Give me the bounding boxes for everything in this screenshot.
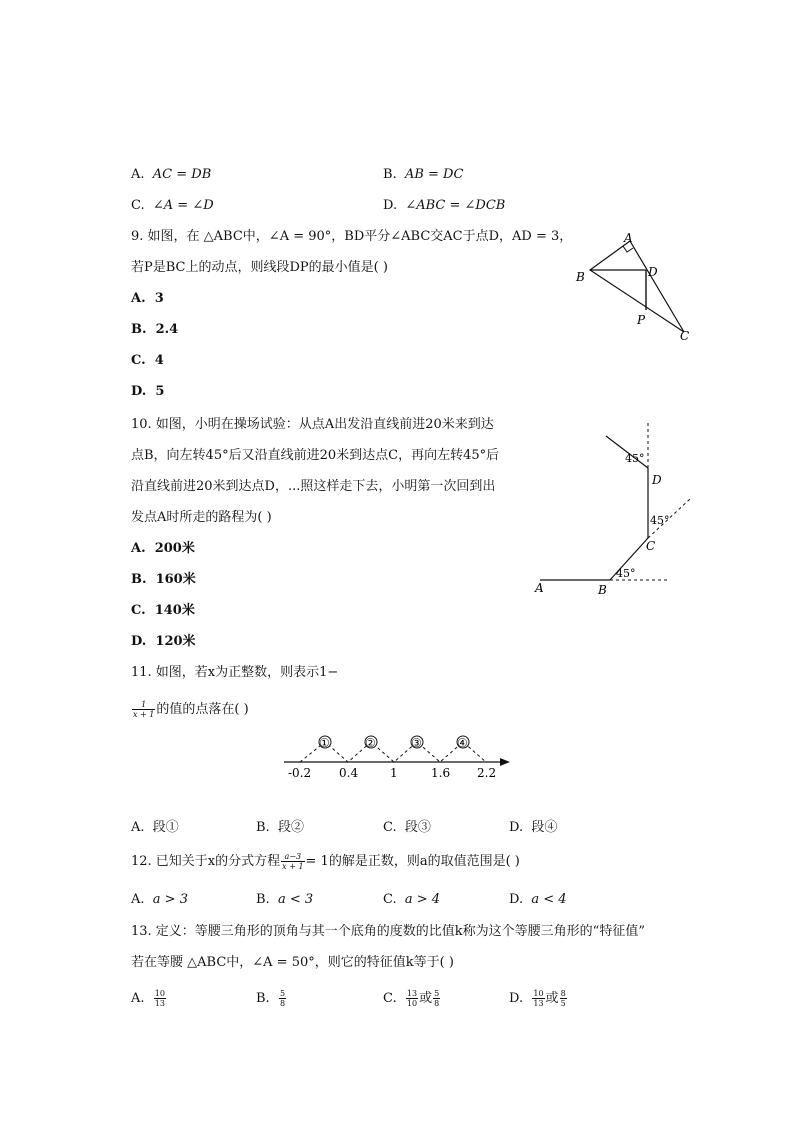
q10-stem-line3: 沿直线前进20米到达点D，...照这样走下去，小明第一次回到出 <box>131 479 496 494</box>
q9-stem-line2: 若P是BC上的动点，则线段DP的最小值是( ) <box>131 260 388 275</box>
q10-label-a: A <box>535 581 544 595</box>
q11-stem-line2: $\frac{1}{x + 1}$ 的值的点落在( ) <box>133 700 249 719</box>
q11-option-a: A. 段① <box>131 820 179 835</box>
q10-stem-line1: 10. 如图，小明在操场试验：从点A出发沿直线前进20米来到达 <box>131 417 494 432</box>
q12-fraction: $\frac{a-3}{x + 1}$ <box>282 852 304 871</box>
q10-option-b: B. 160米 <box>131 572 196 587</box>
q9-option-c: C. 4 <box>131 353 164 368</box>
q11-option-c: C. 段③ <box>383 820 431 835</box>
q10-angle-d: 45° <box>625 452 645 465</box>
q12-option-b: B. a < 3 <box>256 892 314 907</box>
q11-segment-1: ① <box>319 736 330 750</box>
q11-tick-5: 2.2 <box>477 766 497 780</box>
q10-label-c: C <box>646 539 656 553</box>
q9-stem-line1: 9. 如图，在 △ABC中，∠A = 90°，BD平分∠ABC交AC于点D，AD = 3， <box>131 229 573 244</box>
q11-tick-3: 1 <box>390 766 398 780</box>
q13-stem-line2: 若在等腰 △ABC中，∠A = 50°，则它的特征值k等于( ) <box>131 955 454 970</box>
q13-option-a: A. $\frac{10}{13}$ <box>131 989 165 1008</box>
q11-number-line <box>280 730 516 782</box>
q11-tick-2: 0.4 <box>339 766 359 780</box>
q10-stem-line2: 点B，向左转45°后又沿直线前进20米到达点C，再向左转45°后 <box>131 448 500 463</box>
q10-label-b: B <box>598 583 607 597</box>
q9-label-b: B <box>576 270 585 284</box>
q10-path-figure <box>530 416 700 601</box>
q11-segment-4: ④ <box>457 736 468 750</box>
q8-option-a: A. AC = DB <box>131 167 212 182</box>
q13-option-b: B. $\frac{5}{8}$ <box>256 989 286 1008</box>
q8-option-c: C. ∠A = ∠D <box>131 198 214 213</box>
q9-option-d: D. 5 <box>131 384 165 399</box>
q9-label-d: D <box>648 265 658 279</box>
q11-segment-3: ③ <box>411 736 422 750</box>
q10-label-d: D <box>652 473 662 487</box>
q11-fraction: $\frac{1}{x + 1}$ <box>133 700 155 719</box>
q9-label-c: C <box>680 329 690 343</box>
q10-angle-b: 45° <box>616 567 636 580</box>
q9-option-b: B. 2.4 <box>131 322 179 337</box>
q13-stem-line1: 13. 定义：等腰三角形的顶角与其一个底角的度数的比值k称为这个等腰三角形的“特征值” <box>131 924 645 939</box>
q13-option-c: C. $\frac{13}{10}$ 或 $\frac{5}{8}$ <box>383 989 440 1008</box>
q10-stem-line4: 发点A时所走的路程为( ) <box>131 510 272 525</box>
q10-angle-c: 45° <box>650 514 670 527</box>
q11-stem-line1: 11. 如图，若x为正整数，则表示1− <box>131 665 339 680</box>
q9-triangle-figure <box>570 226 700 346</box>
q10-option-a: A. 200米 <box>131 541 195 556</box>
q12-option-d: D. a < 4 <box>509 892 567 907</box>
q10-option-d: D. 120米 <box>131 634 196 649</box>
q8-option-b: B. AB = DC <box>383 167 464 182</box>
q12-option-a: A. a > 3 <box>131 892 188 907</box>
q13-option-d: D. $\frac{10}{13}$ 或 $\frac{8}{5}$ <box>509 989 566 1008</box>
q11-option-d: D. 段④ <box>509 820 558 835</box>
q12-option-c: C. a > 4 <box>383 892 441 907</box>
q9-option-a: A. 3 <box>131 291 164 306</box>
q10-option-c: C. 140米 <box>131 603 195 618</box>
q11-tick-1: -0.2 <box>288 766 312 780</box>
q9-label-p: P <box>637 313 646 327</box>
q9-label-a: A <box>624 231 633 245</box>
q11-tick-4: 1.6 <box>431 766 451 780</box>
q12-stem: 12. 已知关于x的分式方程 $\frac{a-3}{x + 1}$ = 1的解是正数，则a的取值范围是( ) <box>131 852 520 871</box>
q11-segment-2: ② <box>365 736 376 750</box>
q8-option-d: D. ∠ABC = ∠DCB <box>383 198 506 213</box>
q11-option-b: B. 段② <box>256 820 304 835</box>
